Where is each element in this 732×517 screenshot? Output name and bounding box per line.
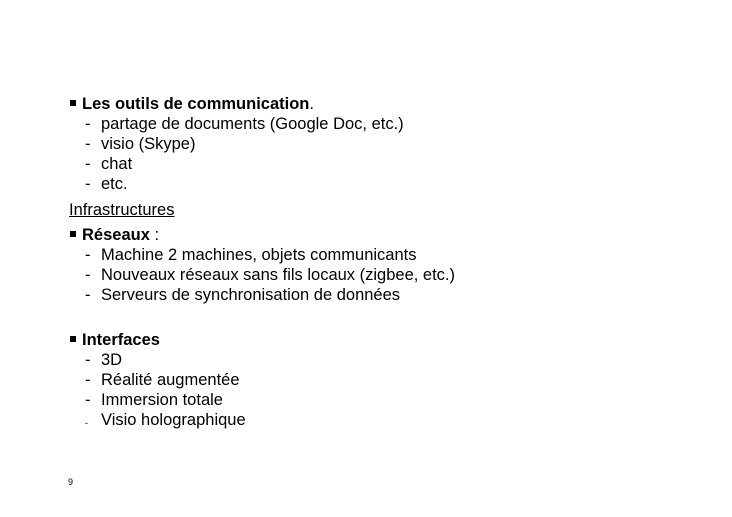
- reseaux-heading-text: Réseaux: [82, 226, 150, 244]
- list-item-text: Serveurs de synchronisation de données: [101, 286, 401, 304]
- interfaces-heading: [70, 330, 160, 350]
- list-item: [0, 134, 732, 154]
- list-item-text: visio (Skype): [101, 135, 196, 153]
- list-item-text: Machine 2 machines, objets communicants: [101, 246, 417, 264]
- communication-heading-text: Les outils de communication: [82, 95, 310, 113]
- list-item-text: 3D: [101, 351, 123, 369]
- dash-marker: -: [85, 418, 88, 428]
- list-item-text: chat: [101, 155, 133, 173]
- section-title: Infrastructures: [69, 201, 175, 219]
- dash-marker: -: [85, 246, 91, 264]
- list-item-text: Visio holographique: [101, 411, 246, 429]
- dash-marker: -: [85, 155, 91, 173]
- list-item: [0, 410, 732, 430]
- dash-marker: -: [85, 371, 91, 389]
- list-item: [0, 265, 732, 285]
- list-item: [0, 390, 732, 410]
- dash-marker: -: [85, 286, 91, 304]
- square-bullet-icon: [70, 100, 76, 106]
- page-number: 9: [68, 477, 74, 487]
- list-item: [0, 114, 732, 134]
- dash-marker: -: [85, 175, 91, 193]
- list-item-text: Nouveaux réseaux sans fils locaux (zigbee, etc.): [101, 266, 456, 284]
- list-item: [0, 285, 732, 305]
- list-item: [0, 154, 732, 174]
- interfaces-heading-text: Interfaces: [82, 331, 160, 349]
- communication-heading-suffix: .: [309, 95, 314, 113]
- reseaux-heading-suffix: :: [149, 226, 160, 244]
- reseaux-heading: [70, 225, 159, 245]
- dash-marker: -: [85, 391, 91, 409]
- square-bullet-icon: [70, 336, 76, 342]
- list-item: [0, 245, 732, 265]
- dash-marker: -: [85, 135, 91, 153]
- list-item-text: Immersion totale: [101, 391, 223, 409]
- list-item-text: Réalité augmentée: [101, 371, 240, 389]
- dash-marker: -: [85, 266, 91, 284]
- square-bullet-icon: [70, 231, 76, 237]
- list-item: [0, 350, 732, 370]
- list-item-text: partage de documents (Google Doc, etc.): [101, 115, 404, 133]
- dash-marker: -: [85, 115, 91, 133]
- list-item-text: etc.: [101, 175, 128, 193]
- list-item: [0, 174, 732, 194]
- communication-heading: [70, 94, 314, 114]
- dash-marker: -: [85, 351, 91, 369]
- list-item: [0, 370, 732, 390]
